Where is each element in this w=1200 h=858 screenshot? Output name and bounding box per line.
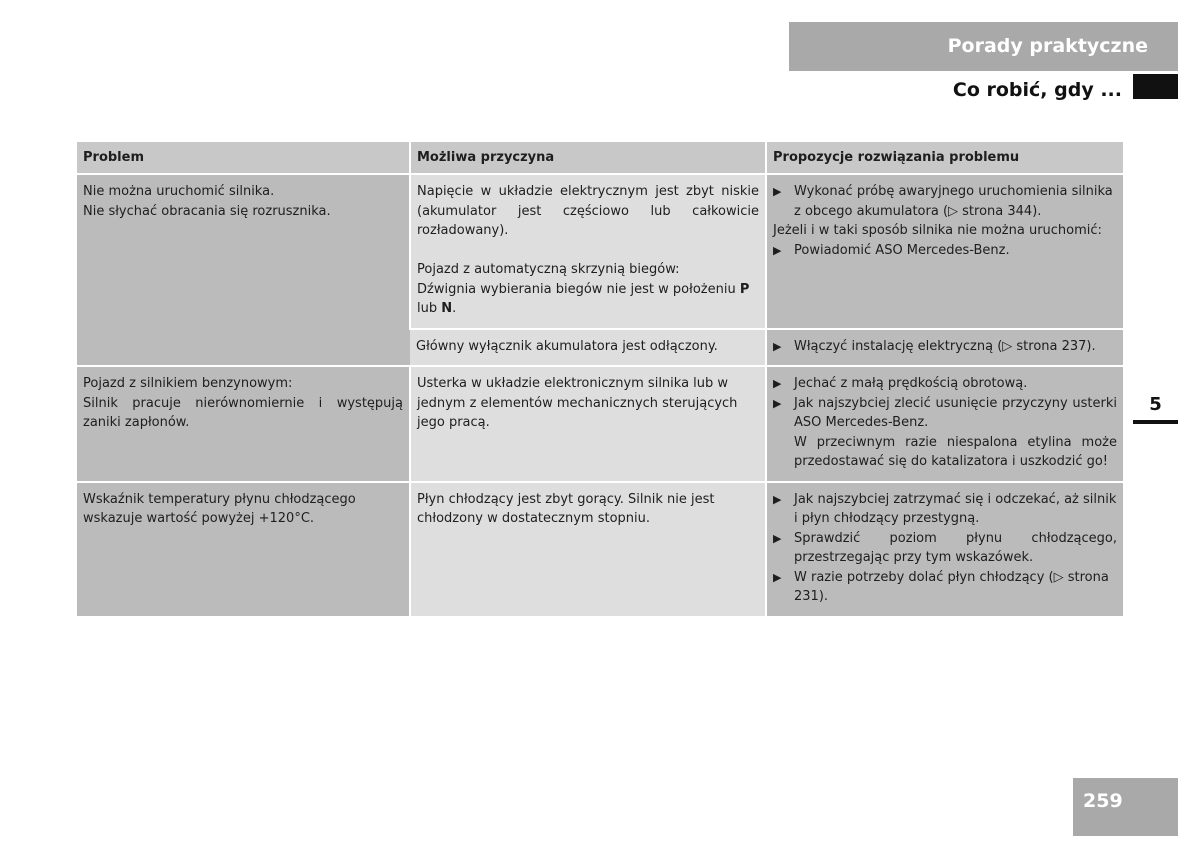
problem-cell <box>77 366 410 482</box>
problem-text: Nie można uruchomić silnika. <box>83 184 275 199</box>
section-title: Porady praktyczne <box>789 22 1178 71</box>
solution-cell <box>766 482 1123 616</box>
problem-cell <box>77 174 410 366</box>
solution-step: ▶ Powiadomić ASO Mercedes-Benz. <box>773 241 1117 261</box>
problem-text: Wskaźnik temperatury płynu chłodzącego wskazuje wartość powyżej +120°C. <box>83 491 356 526</box>
cause-text: Płyn chłodzący jest zbyt gorący. Silnik nie jest chłodzony w dostatecznym stopniu. <box>417 491 715 526</box>
triangle-right-icon: ▶ <box>773 531 782 545</box>
cause-text: Pojazd z automatyczną skrzynią biegów: <box>417 262 680 277</box>
solution-step: ▶ Włączyć instalację elektryczną (▷ strona 237). <box>773 337 1117 357</box>
solution-step: ▶ Jak najszybciej zlecić usunięcie przyczyny usterki ASO Mercedes-Benz. <box>773 394 1117 433</box>
solution-note: W przeciwnym razie niespalona etylina może przedostawać się do katalizatora i uszkodzić go! <box>794 434 1117 469</box>
gear-p-label: P <box>739 281 750 297</box>
subsection-title: Co robić, gdy ... <box>952 79 1122 101</box>
column-header-problem: Problem <box>77 142 410 174</box>
solution-cell <box>766 329 1123 367</box>
problem-text: Nie słychać obracania się rozrusznika. <box>83 203 331 219</box>
cause-cell <box>410 329 766 367</box>
problem-text: Silnik pracuje nierównomiernie i występują zaniki zapłonów. <box>83 395 403 430</box>
column-header-cause: Możliwa przyczyna <box>410 142 766 174</box>
triangle-right-icon: ▶ <box>773 396 782 410</box>
chapter-number: 5 <box>1133 390 1178 424</box>
table-header-row <box>77 142 1123 174</box>
table-row <box>77 174 1123 329</box>
cause-text: lub N. <box>417 301 457 316</box>
solution-step: ▶ Wykonać próbę awaryjnego uruchomienia silnika z obcego akumulatora (▷ strona 344). <box>773 182 1117 221</box>
solution-note: Jeżeli i w taki sposób silnika nie można uruchomić: <box>773 223 1102 238</box>
solution-cell <box>766 174 1123 329</box>
solution-step: ▶ Sprawdzić poziom płynu chłodzącego, przestrzegając przy tym wskazówek. <box>773 529 1117 568</box>
cause-text: Dźwignia wybierania biegów nie jest w położeniu P <box>417 281 750 297</box>
triangle-right-icon: ▶ <box>773 243 782 257</box>
cause-text: Napięcie w układzie elektrycznym jest zbyt niskie (akumulator jest częściowo lub całkowicie rozładowany). <box>417 184 759 238</box>
solution-step: ▶ W razie potrzeby dolać płyn chłodzący (▷ strona 231). <box>773 568 1117 607</box>
troubleshooting-table <box>77 142 1123 616</box>
cause-cell <box>410 482 766 616</box>
page-number: 259 <box>1073 778 1178 836</box>
triangle-right-icon: ▶ <box>773 185 782 198</box>
cause-cell <box>410 174 766 329</box>
triangle-right-icon: ▶ <box>773 570 782 584</box>
solution-cell <box>766 366 1123 482</box>
cause-text: Usterka w układzie elektronicznym silnika lub w jednym z elementów mechanicznych sterujących jego pracą. <box>417 376 738 430</box>
cause-cell <box>410 366 766 482</box>
section-marker <box>1133 74 1178 99</box>
table-row <box>77 482 1123 616</box>
triangle-right-icon: ▶ <box>773 492 782 506</box>
triangle-right-icon: ▶ <box>773 339 782 353</box>
solution-step: ▶ Jechać z małą prędkością obrotową. <box>773 374 1117 394</box>
table-row <box>77 366 1123 482</box>
triangle-right-icon: ▶ <box>773 377 782 390</box>
solution-step: ▶ Jak najszybciej zatrzymać się i odczekać, aż silnik i płyn chłodzący przestygną. <box>773 490 1117 529</box>
gear-n-label: N <box>441 301 453 316</box>
column-header-solution: Propozycje rozwiązania problemu <box>766 142 1123 174</box>
problem-cell <box>77 482 410 616</box>
problem-text: Pojazd z silnikiem benzynowym: <box>83 376 293 391</box>
cause-text: Główny wyłącznik akumulatora jest odłączony. <box>416 338 718 354</box>
